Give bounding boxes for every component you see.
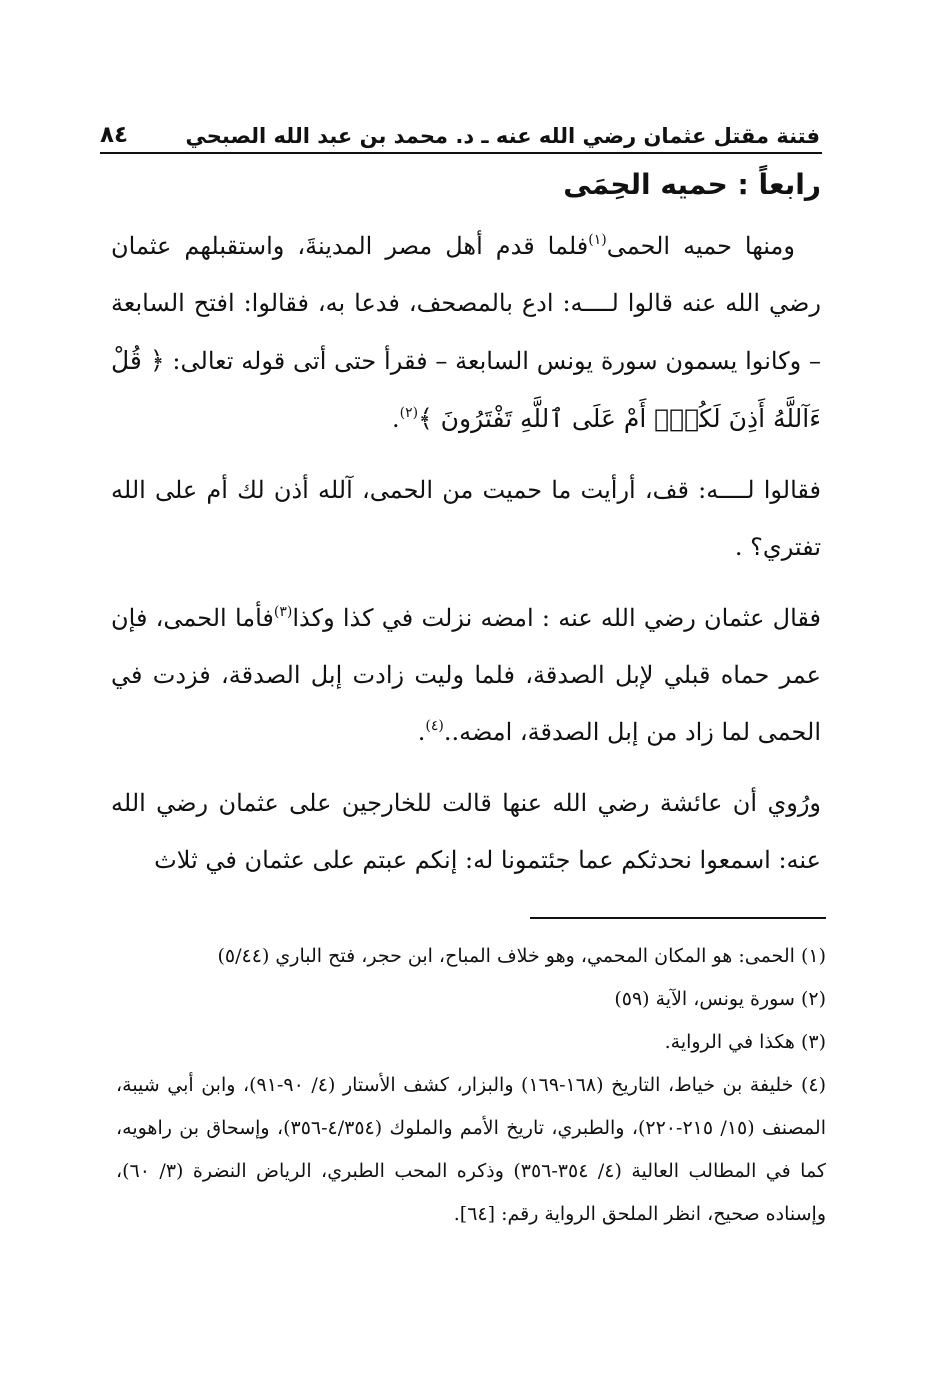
- paragraph-4: ورُوي أن عائشة رضي الله عنها قالت للخارجين على عثمان رضي الله عنه: اسمعوا نحدثكم عما جئتمونا له: إنكم عبتم على عثمان في ثلاث: [111, 789, 821, 874]
- running-header: [100, 108, 820, 148]
- paragraph-2: فقالوا لــــه: قف، أرأيت ما حميت من الحمى، آلله أذن لك أم على الله تفتري؟ .: [111, 476, 821, 561]
- paragraph-1: [111, 218, 821, 448]
- footnote-3: [116, 1021, 826, 1064]
- footnote-ref-3[interactable]: (٣): [273, 604, 293, 620]
- footnote-text: سورة يونس، الآية (٥٩): [614, 988, 795, 1010]
- footnote-ref-1[interactable]: (١): [588, 232, 607, 248]
- footnote-number: (٣): [800, 1031, 826, 1053]
- paragraph-1-text-b: فلما قدم أهل مصر المدينةَ، واستقبلهم عثمان رضي الله عنه قالوا لــــه: ادع بالمصحف، فدعا به، فقالوا: افتح السابعة – وكانوا يسمون سورة يونس السابعة – فقرأ حتى أتى قوله تعالى:: [111, 232, 821, 375]
- paragraph-1-text-a: ومنها حميه الحمى: [606, 232, 795, 260]
- page-number: ٨٤: [100, 122, 129, 148]
- section-heading: رابعاً : حميه الحِمَى: [563, 168, 821, 201]
- quran-verse: ﴿ قُلْ ءَآللَّهُ أَذِنَ لَكُمْۖ أَمْ عَلَى ٱللَّهِ تَفْتَرُونَ ﴾: [111, 346, 821, 433]
- footnote-divider: [530, 917, 826, 919]
- footnote-2: [116, 978, 826, 1021]
- paragraph-3-text-b: فأما الحمى، فإن عمر حماه قبلي لإبل الصدقة، فلما وليت زادت إبل الصدقة، فزدت في الحمى لما زاد من إبل الصدقة، امضه..: [111, 604, 821, 746]
- paragraph-3-text-a: فقال عثمان رضي الله عنه : امضه نزلت في كذا وكذا: [292, 604, 822, 632]
- footnotes: [116, 935, 826, 1236]
- paragraph-3-text-c: .: [417, 718, 426, 746]
- footnote-1: [116, 935, 826, 978]
- footnote-number: (١): [800, 945, 826, 967]
- footnote-text: هكذا في الرواية.: [664, 1031, 795, 1053]
- footnote-ref-4[interactable]: (٤): [425, 718, 444, 734]
- footnote-text: خليفة بن خياط، التاريخ (١٦٨-١٦٩) والبزار، كشف الأستار (٤/ ٩٠-٩١)، وابن أبي شيبة، المصنف (١٥/ ٢١٥-٢٢٠)، والطبري، تاريخ الأمم والملوك (٤/٣٥٤-٣٥٦)، وإسحاق بن راهويه، كما في المطالب العالية (٤/ ٣٥٤-٣٥٦) وذكره المحب الطبري، الرياض النضرة (٣/ ٦٠)، وإسناده صحيح، انظر الملحق الرواية رقم: [٦٤].: [116, 1074, 826, 1225]
- footnote-text: الحمى: هو المكان المحمي، وهو خلاف المباح، ابن حجر، فتح الباري (٥/٤٤): [217, 945, 795, 967]
- footnote-number: (٢): [800, 988, 826, 1010]
- header-divider: [100, 152, 822, 154]
- footnote-ref-2[interactable]: (٢): [399, 405, 419, 421]
- footnote-4: [116, 1064, 826, 1236]
- body-text: [111, 218, 821, 903]
- paragraph-1-text-c: .: [391, 405, 400, 433]
- footnote-number: (٤): [800, 1074, 826, 1096]
- running-header-title: فتنة مقتل عثمان رضي الله عنه ـ د. محمد بن عبد الله الصبحي: [185, 124, 820, 148]
- paragraph-3: [111, 590, 821, 761]
